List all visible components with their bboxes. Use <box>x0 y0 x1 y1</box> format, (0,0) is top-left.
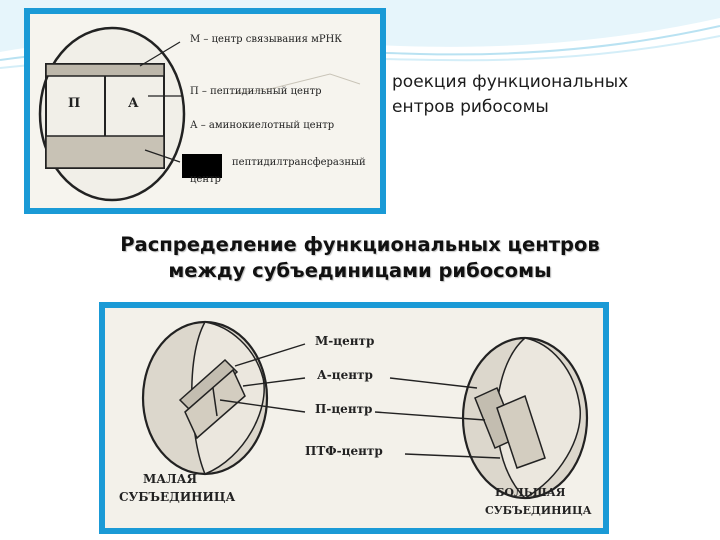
large-subunit-label-2: СУБЪЕДИНИЦА <box>485 504 592 517</box>
label-p-center-2: П-центр <box>315 402 373 416</box>
bottom-title-line-1: Распределение функциональных центров <box>120 233 600 256</box>
top-slide-title <box>392 70 712 120</box>
top-title-line-1: роекция функциональных <box>392 72 629 92</box>
small-subunit-label-2: СУБЪЕДИНИЦА <box>119 490 236 504</box>
label-a-center-2: А-центр <box>317 368 373 382</box>
small-subunit-label-1: МАЛАЯ <box>143 472 198 486</box>
legend-a-center: А – аминокиелотный центр <box>190 120 335 131</box>
bottom-slide-title <box>40 232 680 284</box>
arrow-a-right <box>390 378 477 388</box>
legend-ptf-line-1: пептидилтрансферазный <box>232 157 366 168</box>
subunit-distribution-figure <box>99 302 609 534</box>
label-ptf-center: ПТФ-центр <box>305 444 383 458</box>
label-p-center: П <box>68 96 81 111</box>
legend-ptf-line-2: центр <box>190 174 221 185</box>
large-subunit-label-1: БОЛЬШАЯ <box>495 486 566 499</box>
m-center-strip <box>46 64 164 76</box>
ribosome-outline <box>40 28 184 200</box>
ribosome-projection-figure <box>24 8 386 214</box>
ptf-center-strip <box>46 136 164 168</box>
bottom-title-line-2: между субъединицами рибосомы <box>168 259 552 282</box>
label-a-center: А <box>128 96 139 111</box>
label-m-center: М-центр <box>315 334 375 348</box>
top-title-line-2: ентров рибосомы <box>392 97 549 117</box>
legend-p-center: П – пептидильный центр <box>190 86 322 97</box>
legend-m-center: М – центр связывания мРНК <box>190 34 343 45</box>
